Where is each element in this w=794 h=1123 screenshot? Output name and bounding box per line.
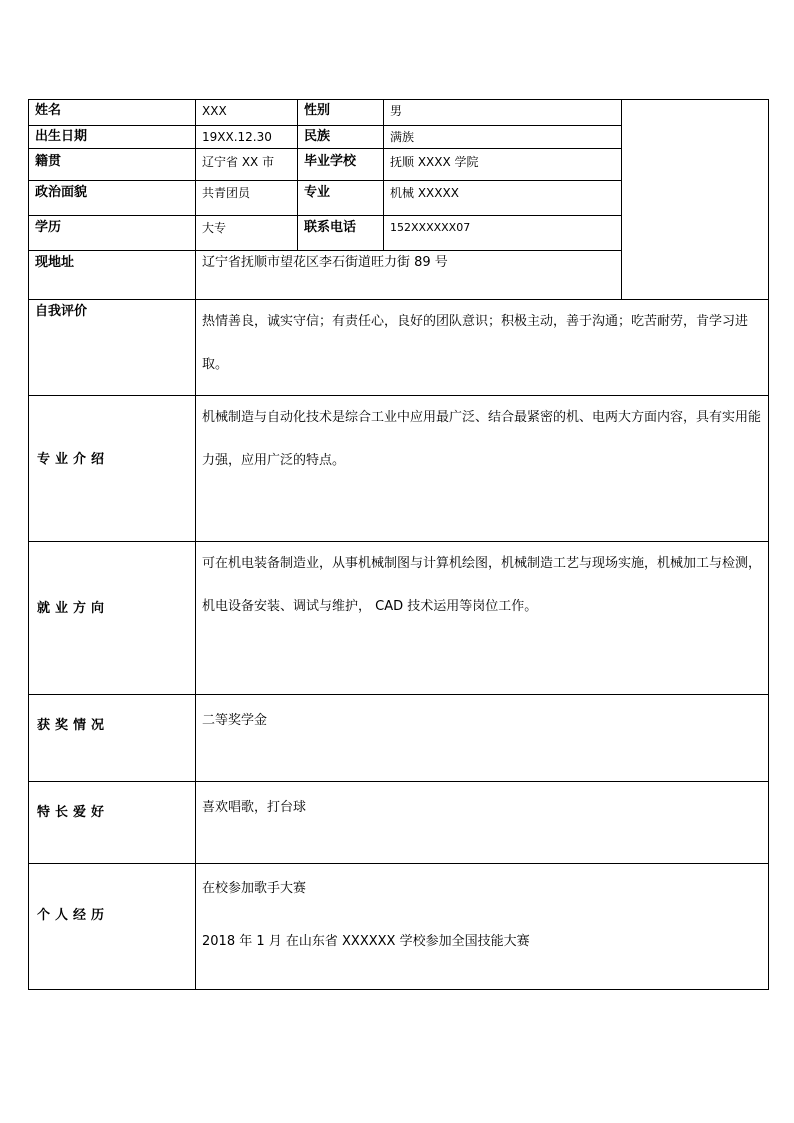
hobbies-content-cell xyxy=(195,781,769,864)
name-label-cell xyxy=(28,99,196,126)
gender-value-cell xyxy=(383,99,622,126)
self-eval-label: 自我评价 xyxy=(35,304,88,319)
political-value: 共青团员 xyxy=(202,186,251,200)
major-value-cell xyxy=(383,180,622,216)
major-intro-label-cell xyxy=(28,395,196,542)
native-value: 辽宁省 XX 市 xyxy=(202,155,275,169)
gender-label-cell xyxy=(297,99,384,126)
native-label: 籍贯 xyxy=(35,154,62,169)
ethnicity-value-cell xyxy=(383,125,622,149)
awards-text: 二等奖学金 xyxy=(202,713,268,728)
gender-label: 性别 xyxy=(304,103,331,118)
phone-label-cell xyxy=(297,215,384,251)
name-label: 姓名 xyxy=(35,103,62,118)
name-value-cell xyxy=(195,99,298,126)
experience-item: 在校参加歌手大赛 xyxy=(202,881,307,896)
ethnicity-label: 民族 xyxy=(304,129,331,144)
address-value-cell xyxy=(195,250,622,300)
experience-label: 个人经历 xyxy=(37,908,110,923)
hobbies-text: 喜欢唱歌，打台球 xyxy=(202,800,307,815)
phone-value: 152XXXXXX07 xyxy=(390,221,471,234)
awards-content-cell xyxy=(195,694,769,782)
major-intro-label: 专业介绍 xyxy=(37,452,110,467)
education-label-cell xyxy=(28,215,196,251)
address-value: 辽宁省抚顺市望花区李石街道旺力街 89 号 xyxy=(202,255,448,270)
education-value: 大专 xyxy=(202,221,227,235)
address-label-cell xyxy=(28,250,196,300)
name-value: XXX xyxy=(202,104,227,118)
native-label-cell xyxy=(28,148,196,181)
self-eval-label-cell xyxy=(28,299,196,396)
gender-value: 男 xyxy=(390,104,403,118)
self-eval-text: 热情善良，诚实守信；有责任心，良好的团队意识；积极主动，善于沟通；吃苦耐劳，肯学习进取。 xyxy=(202,314,749,372)
political-value-cell xyxy=(195,180,298,216)
awards-label: 获奖情况 xyxy=(37,718,110,733)
ethnicity-label-cell xyxy=(297,125,384,149)
career-label: 就业方向 xyxy=(37,601,110,616)
birth-label-cell xyxy=(28,125,196,149)
school-label-cell xyxy=(297,148,384,181)
political-label-cell xyxy=(28,180,196,216)
phone-label: 联系电话 xyxy=(304,220,357,235)
education-label: 学历 xyxy=(35,220,62,235)
school-value: 抚顺 XXXX 学院 xyxy=(390,155,479,169)
major-label: 专业 xyxy=(304,185,331,200)
awards-label-cell xyxy=(28,694,196,782)
experience-content-cell xyxy=(195,863,769,990)
major-value: 机械 XXXXX xyxy=(390,186,459,200)
native-value-cell xyxy=(195,148,298,181)
phone-value-cell xyxy=(383,215,622,251)
political-label: 政治面貌 xyxy=(35,185,88,200)
major-intro-text: 机械制造与自动化技术是综合工业中应用最广泛、结合最紧密的机、电两大方面内容，具有实用能力强，应用广泛的特点。 xyxy=(202,410,762,468)
major-label-cell xyxy=(297,180,384,216)
birth-label: 出生日期 xyxy=(35,129,88,144)
hobbies-label-cell xyxy=(28,781,196,864)
photo-cell xyxy=(621,99,769,300)
career-label-cell xyxy=(28,541,196,695)
school-value-cell xyxy=(383,148,622,181)
career-text: 可在机电装备制造业，从事机械制图与计算机绘图，机械制造工艺与现场实施，机械加工与检测，机电设备安装、调试与维护， CAD 技术运用等岗位工作。 xyxy=(202,556,762,614)
school-label: 毕业学校 xyxy=(304,154,357,169)
address-label: 现地址 xyxy=(35,255,75,270)
career-content-cell xyxy=(195,541,769,695)
experience-label-cell xyxy=(28,863,196,990)
major-intro-content-cell xyxy=(195,395,769,542)
birth-value: 19XX.12.30 xyxy=(202,130,272,144)
ethnicity-value: 满族 xyxy=(390,130,415,144)
education-value-cell xyxy=(195,215,298,251)
experience-item: 2018 年 1 月 在山东省 XXXXXX 学校参加全国技能大赛 xyxy=(202,934,530,949)
self-eval-content-cell xyxy=(195,299,769,396)
hobbies-label: 特长爱好 xyxy=(37,805,110,820)
birth-value-cell xyxy=(195,125,298,149)
